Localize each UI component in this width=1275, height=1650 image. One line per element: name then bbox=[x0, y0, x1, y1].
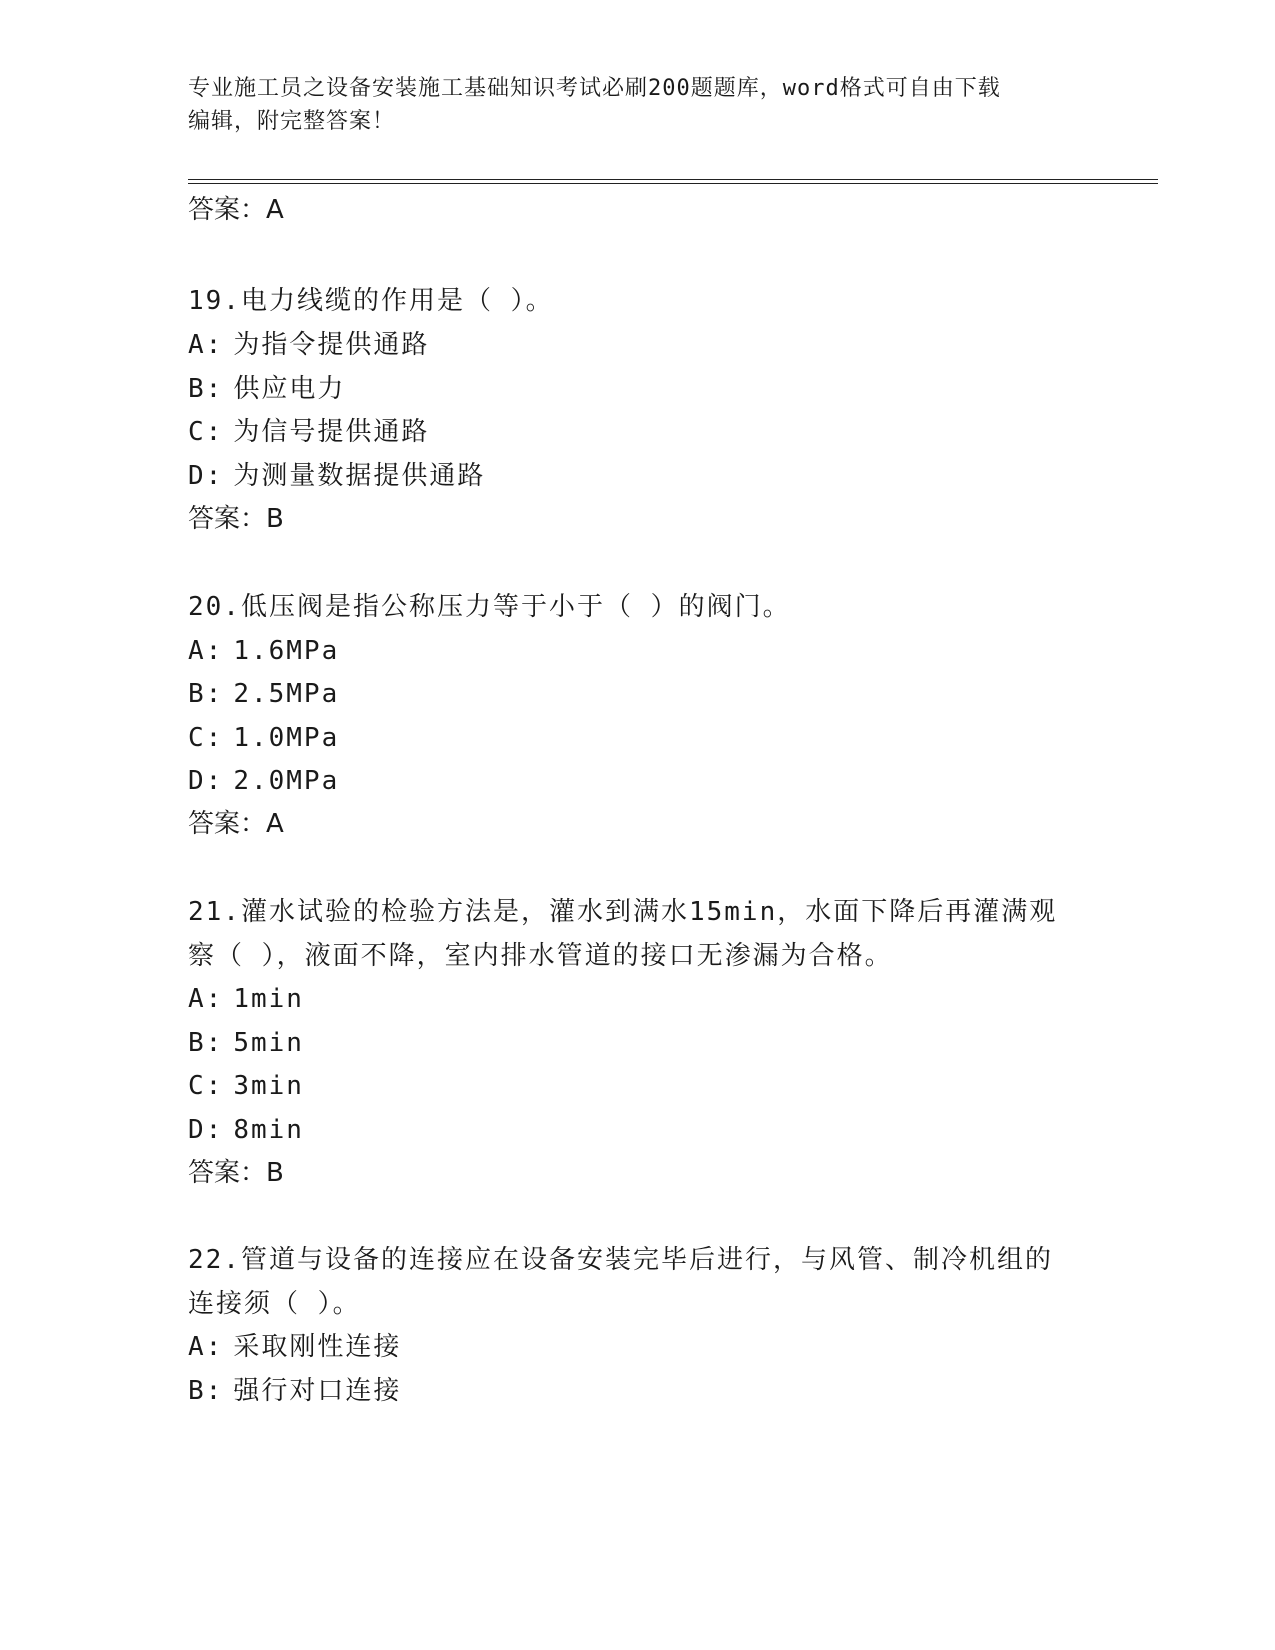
option-d bbox=[188, 763, 339, 799]
header-line-1: 专业施工员之设备安装施工基础知识考试必刷200题题库，word格式可自由下载 bbox=[188, 76, 1001, 101]
option-b bbox=[188, 1025, 304, 1061]
option-c bbox=[188, 720, 339, 756]
answer-label: 答案：B bbox=[188, 1158, 284, 1188]
option-text: 1.6MPa bbox=[233, 636, 340, 666]
question-stem: 19.电力线缆的作用是（ ）。 bbox=[188, 286, 554, 316]
question-stem-continued: 连接须（ ）。 bbox=[188, 1289, 361, 1319]
answer-label: 答案：A bbox=[188, 809, 284, 839]
option-d bbox=[188, 1112, 304, 1148]
option-text: 3min bbox=[233, 1071, 304, 1101]
option-text: 8min bbox=[233, 1115, 304, 1145]
header-divider-bottom bbox=[188, 183, 1158, 184]
option-text: 采取刚性连接 bbox=[233, 1332, 402, 1362]
option-key: B: bbox=[188, 374, 224, 404]
previous-answer: 答案：A bbox=[188, 195, 284, 225]
page-header bbox=[188, 72, 1068, 138]
option-key: A: bbox=[188, 636, 224, 666]
option-key: D: bbox=[188, 461, 224, 491]
option-text: 供应电力 bbox=[233, 374, 346, 404]
option-key: B: bbox=[188, 1376, 224, 1406]
option-text: 强行对口连接 bbox=[233, 1376, 402, 1406]
option-key: C: bbox=[188, 723, 224, 753]
option-text: 为测量数据提供通路 bbox=[233, 461, 486, 491]
option-key: A: bbox=[188, 1332, 224, 1362]
option-key: C: bbox=[188, 417, 224, 447]
option-text: 2.5MPa bbox=[233, 679, 340, 709]
question-stem: 21.灌水试验的检验方法是，灌水到满水15min，水面下降后再灌满观 bbox=[188, 897, 1058, 927]
answer-label: 答案：B bbox=[188, 504, 284, 534]
option-text: 2.0MPa bbox=[233, 766, 340, 796]
option-key: A: bbox=[188, 984, 224, 1014]
option-a bbox=[188, 981, 304, 1017]
option-b bbox=[188, 371, 345, 407]
option-text: 为指令提供通路 bbox=[233, 330, 430, 360]
option-d bbox=[188, 458, 485, 494]
option-text: 5min bbox=[233, 1028, 304, 1058]
option-text: 1.0MPa bbox=[233, 723, 340, 753]
option-key: D: bbox=[188, 1115, 224, 1145]
question-stem: 22.管道与设备的连接应在设备安装完毕后进行，与风管、制冷机组的 bbox=[188, 1245, 1053, 1275]
option-a bbox=[188, 1329, 401, 1365]
option-c bbox=[188, 414, 429, 450]
option-a bbox=[188, 327, 429, 363]
option-a bbox=[188, 633, 339, 669]
question-stem: 20.低压阀是指公称压力等于小于（ ）的阀门。 bbox=[188, 592, 791, 622]
option-key: B: bbox=[188, 679, 224, 709]
option-b bbox=[188, 1373, 401, 1409]
option-b bbox=[188, 676, 339, 712]
option-key: D: bbox=[188, 766, 224, 796]
option-c bbox=[188, 1068, 304, 1104]
option-text: 为信号提供通路 bbox=[233, 417, 430, 447]
option-key: B: bbox=[188, 1028, 224, 1058]
header-line-2: 编辑，附完整答案！ bbox=[188, 109, 396, 134]
option-key: C: bbox=[188, 1071, 224, 1101]
question-stem-continued: 察（ ），液面不降，室内排水管道的接口无渗漏为合格。 bbox=[188, 941, 893, 971]
option-text: 1min bbox=[233, 984, 304, 1014]
option-key: A: bbox=[188, 330, 224, 360]
header-divider-top bbox=[188, 179, 1158, 180]
